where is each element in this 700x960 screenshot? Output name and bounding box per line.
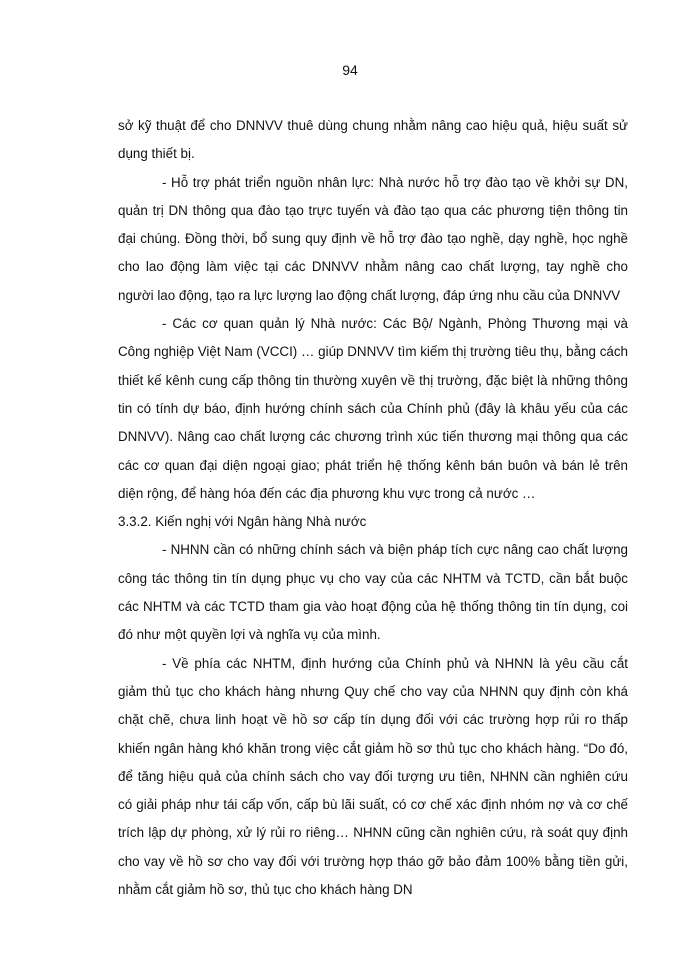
section-heading: 3.3.2. Kiến nghị với Ngân hàng Nhà nước xyxy=(118,514,367,530)
paragraph-state-agencies: - Các cơ quan quản lý Nhà nước: Các Bộ/ Ngành, Phòng Thương mại và Công nghiệp Việt Nam (VCCI) … giúp DNNVV tìm kiếm thị trường tiêu thụ, bằng cách thiết kế kênh cung cấp thông tin thường xuyên về thị trường, đặc biệt là những thông tin có tính dự báo, định hướng chính sách của Chính phủ (đây là khâu yếu của các DNNVV). Nâng cao chất lượng các chương trình xúc tiến thương mại thông qua các các cơ quan đại diện ngoại giao; phát triển hệ thống kênh bán buôn và bán lẻ trên diện rộng, để hàng hóa đến các địa phương khu vực trong cả nước … xyxy=(118,316,628,501)
page-number: 94 xyxy=(342,62,358,78)
body-text xyxy=(118,112,628,904)
paragraph-lending-procedures: - Về phía các NHTM, định hướng của Chính phủ và NHNN là yêu cầu cắt giảm thủ tục cho khách hàng nhưng Quy chế cho vay của NHNN quy định còn khá chặt chẽ, chưa linh hoạt về hồ sơ cấp tín dụng đối với các trường hợp rủi ro thấp khiến ngân hàng khó khăn trong việc cắt giảm hồ sơ thủ tục cho khách hàng. “Do đó, để tăng hiệu quả của chính sách cho vay đối tượng ưu tiên, NHNN cần nghiên cứu có giải pháp như tái cấp vốn, cấp bù lãi suất, có cơ chế xác định nhóm nợ và cơ chế trích lập dự phòng, xử lý rủi ro riêng… NHNN cũng cần nghiên cứu, rà soát quy định cho vay về hồ sơ cho vay đối với trường hợp tháo gỡ bảo đảm 100% bằng tiền gửi, nhằm cắt giảm hồ sơ, thủ tục cho khách hàng DN xyxy=(118,655,628,898)
paragraph-human-resources: - Hỗ trợ phát triển nguồn nhân lực: Nhà nước hỗ trợ đào tạo về khởi sự DN, quản trị DN thông qua đào tạo trực tuyến và đào tạo qua các phương tiện thông tin đại chúng. Đồng thời, bổ sung quy định về hỗ trợ đào tạo nghề, dạy nghề, học nghề cho lao động làm việc tại các DNNVV nhằm nâng cao chất lượng, tay nghề cho người lao động, tạo ra lực lượng lao động chất lượng, đáp ứng nhu cầu của DNNVV xyxy=(118,174,628,303)
paragraph-credit-information: - NHNN cần có những chính sách và biện pháp tích cực nâng cao chất lượng công tác thông tin tín dụng phục vụ cho vay của các NHTM và TCTD, cần bắt buộc các NHTM và các TCTD tham gia vào hoạt động của hệ thống thông tin tín dụng, coi đó như một quyền lợi và nghĩa vụ của mình. xyxy=(118,542,628,643)
paragraph-continuation: sở kỹ thuật để cho DNNVV thuê dùng chung nhằm nâng cao hiệu quả, hiệu suất sử dụng thiết bị. xyxy=(118,118,628,162)
